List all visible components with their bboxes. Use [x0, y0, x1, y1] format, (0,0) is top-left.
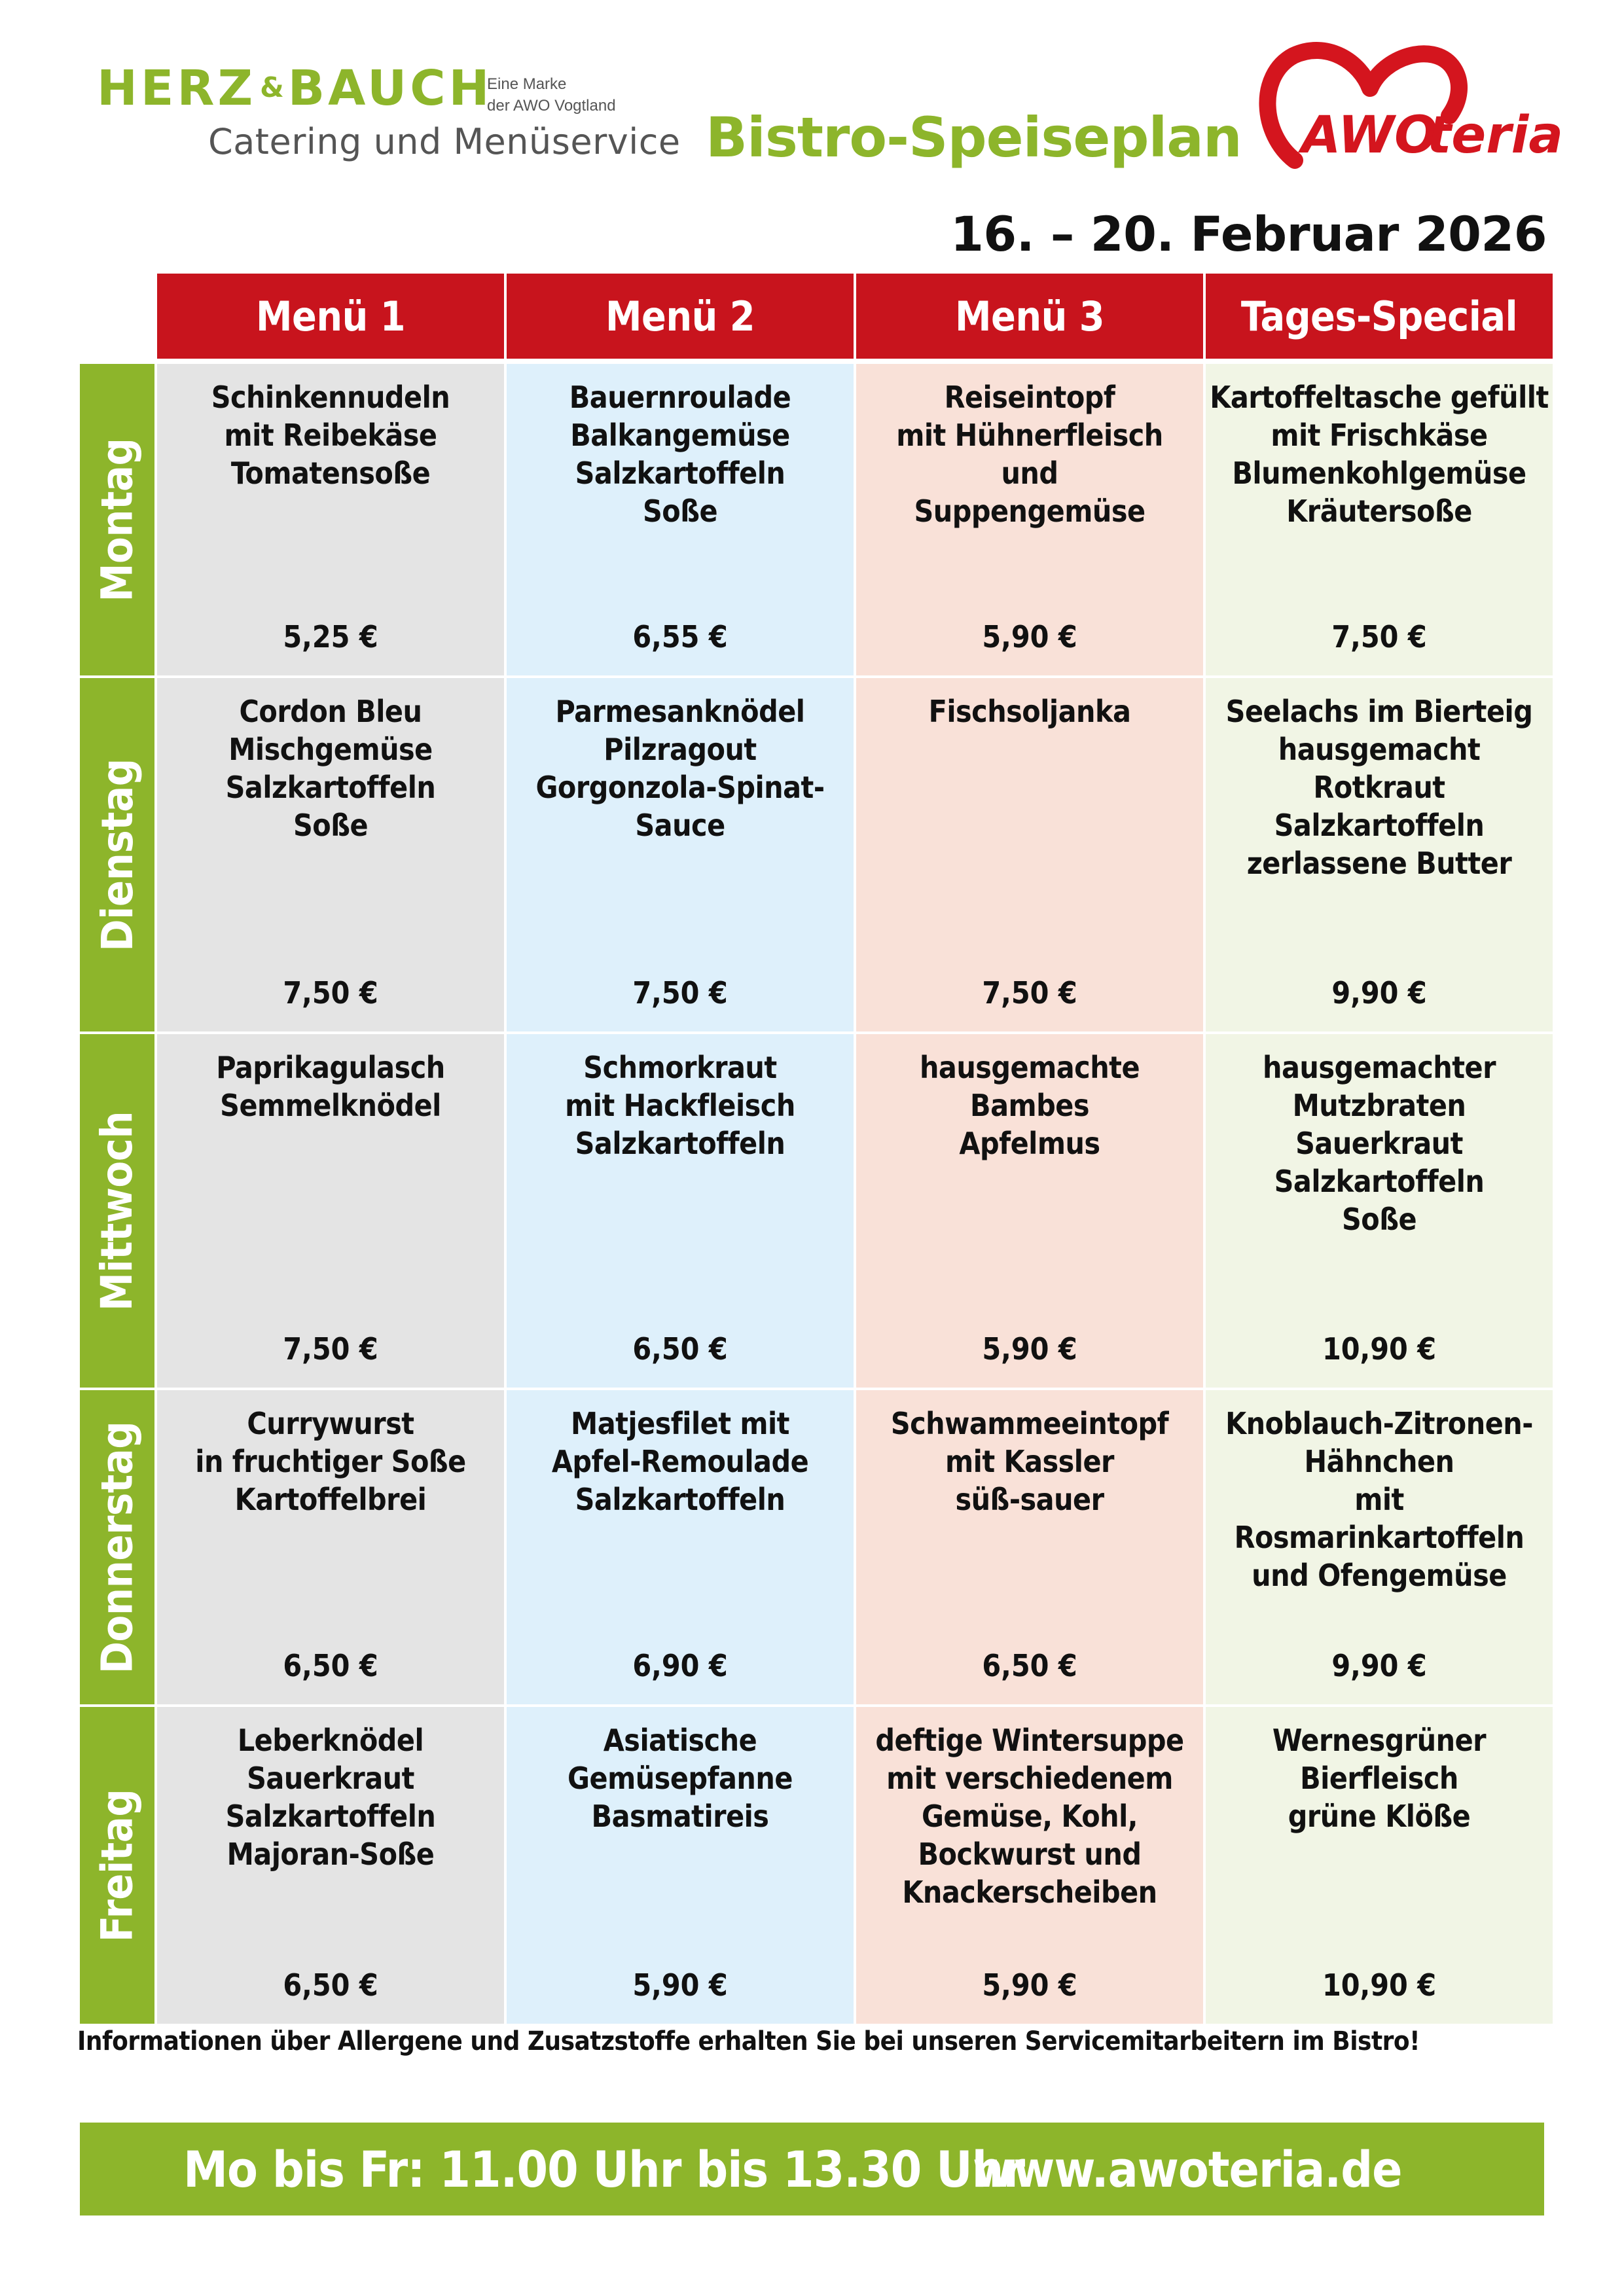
day-label-montag — [80, 364, 154, 675]
menu-cell — [507, 364, 854, 675]
brand-tagline-line1: Eine Marke — [487, 75, 567, 93]
dish-price: 7,50 € — [283, 1331, 378, 1367]
dish-price: 6,90 € — [632, 1648, 728, 1683]
dish-description: Knoblauch-Zitronen- Hähnchen mit Rosmarinkartoffeln und Ofengemüse — [1225, 1406, 1533, 1593]
dish-description: Parmesanknödel Pilzragout Gorgonzola-Spinat- Sauce — [535, 694, 825, 843]
dish-description: Paprikagulasch Semmelknödel — [216, 1050, 445, 1123]
dish-price: 6,50 € — [283, 1967, 378, 2003]
website-link[interactable]: www.awoteria.de — [973, 2140, 1402, 2198]
dish-description: Fischsoljanka — [928, 694, 1131, 729]
dish-description: Cordon Bleu Mischgemüse Salzkartoffeln Soße — [225, 694, 436, 843]
dish-price: 10,90 € — [1322, 1967, 1437, 2003]
day-name: Mittwoch — [92, 1111, 143, 1311]
dish-price: 9,90 € — [1331, 1648, 1427, 1683]
menu-cell — [856, 1390, 1203, 1704]
day-name: Dienstag — [92, 758, 143, 952]
dish-description: Currywurst in fruchtiger Soße Kartoffelbrei — [195, 1406, 466, 1517]
day-label-donnerstag — [80, 1390, 154, 1704]
column-header-menu-1: Menü 1 — [157, 274, 504, 359]
dish-description: Schinkennudeln mit Reibekäse Tomatensoße — [211, 380, 450, 491]
menu-cell — [856, 678, 1203, 1031]
dish-description: Schwammeeintopf mit Kassler süß-sauer — [890, 1406, 1169, 1517]
column-header-menu-2: Menü 2 — [507, 274, 854, 359]
menu-cell — [157, 1707, 504, 2024]
menu-cell — [1206, 1390, 1553, 1704]
menu-cell — [157, 678, 504, 1031]
menu-cell — [157, 364, 504, 675]
brand-name-bauch: BAUCH — [287, 60, 493, 117]
dish-price: 10,90 € — [1322, 1331, 1437, 1367]
dish-price: 5,90 € — [632, 1967, 728, 2003]
menu-cell — [507, 1034, 854, 1388]
date-range: 16. – 20. Februar 2026 — [950, 207, 1547, 262]
brand-ampersand: & — [260, 71, 284, 103]
column-header-menu-3: Menü 3 — [856, 274, 1203, 359]
dish-price: 5,90 € — [982, 1967, 1077, 2003]
dish-description: hausgemachte Bambes Apfelmus — [919, 1050, 1140, 1161]
awoteria-logo — [1255, 36, 1563, 180]
day-label-freitag — [80, 1707, 154, 2024]
brand-logo-herz-bauch — [97, 60, 493, 117]
dish-description: Seelachs im Bierteig hausgemacht Rotkraut Salzkartoffeln zerlassene Butter — [1225, 694, 1533, 881]
menu-cell — [507, 1707, 854, 2024]
day-name: Montag — [92, 437, 143, 602]
column-header-tages-special: Tages-Special — [1206, 274, 1553, 359]
dish-price: 5,25 € — [283, 619, 378, 655]
opening-hours: Mo bis Fr: 11.00 Uhr bis 13.30 Uhr — [183, 2140, 1025, 2198]
dish-price: 7,50 € — [283, 975, 378, 1011]
dish-price: 6,50 € — [283, 1648, 378, 1683]
brand-name-herz: HERZ — [97, 60, 257, 117]
dish-price: 6,55 € — [632, 619, 728, 655]
menu-cell — [1206, 1034, 1553, 1388]
dish-price: 6,50 € — [982, 1648, 1077, 1683]
day-name: Donnerstag — [92, 1421, 143, 1674]
dish-description: Reiseintopf mit Hühnerfleisch und Suppengemüse — [896, 380, 1163, 529]
menu-cell — [1206, 1707, 1553, 2024]
logo-teria-text: teria — [1427, 106, 1563, 165]
dish-price: 6,50 € — [632, 1331, 728, 1367]
dish-price: 9,90 € — [1331, 975, 1427, 1011]
dish-price: 5,90 € — [982, 1331, 1077, 1367]
dish-description: Asiatische Gemüsepfanne Basmatireis — [568, 1723, 793, 1834]
menu-cell — [507, 1390, 854, 1704]
menu-cell — [157, 1390, 504, 1704]
dish-description: Wernesgrüner Bierfleisch grüne Klöße — [1272, 1723, 1487, 1834]
menu-cell — [157, 1034, 504, 1388]
menu-cell — [1206, 678, 1553, 1031]
brand-subtitle: Catering und Menüservice — [208, 121, 681, 162]
dish-price: 5,90 € — [982, 619, 1077, 655]
allergen-note: Informationen über Allergene und Zusatzstoffe erhalten Sie bei unseren Servicemitarbeitern im Bistro! — [77, 2026, 1420, 2056]
menu-cell — [507, 678, 854, 1031]
day-label-dienstag — [80, 678, 154, 1031]
brand-tagline-line2: der AWO Vogtland — [487, 97, 616, 115]
day-name: Freitag — [92, 1789, 143, 1942]
dish-price: 7,50 € — [982, 975, 1077, 1011]
dish-description: Matjesfilet mit Apfel-Remoulade Salzkartoffeln — [551, 1406, 809, 1517]
dish-description: Schmorkraut mit Hackfleisch Salzkartoffeln — [565, 1050, 795, 1161]
dish-description: deftige Wintersuppe mit verschiedenem Gemüse, Kohl, Bockwurst und Knackerscheiben — [875, 1723, 1184, 1910]
dish-description: Bauernroulade Balkangemüse Salzkartoffeln Soße — [569, 380, 791, 529]
dish-description: Kartoffeltasche gefüllt mit Frischkäse Blumenkohlgemüse Kräutersoße — [1210, 380, 1549, 529]
menu-cell — [856, 364, 1203, 675]
dish-price: 7,50 € — [632, 975, 728, 1011]
dish-price: 7,50 € — [1331, 619, 1427, 655]
footer-bar — [80, 2123, 1544, 2215]
menu-cell — [856, 1034, 1203, 1388]
dish-description: Leberknödel Sauerkraut Salzkartoffeln Majoran-Soße — [225, 1723, 436, 1872]
brand-tagline — [487, 73, 657, 117]
day-label-mittwoch — [80, 1034, 154, 1388]
menu-cell — [1206, 364, 1553, 675]
menu-cell — [856, 1707, 1203, 2024]
page-title: Bistro-Speiseplan — [706, 105, 1242, 170]
logo-awo-text: AWO — [1301, 106, 1438, 165]
dish-description: hausgemachter Mutzbraten Sauerkraut Salzkartoffeln Soße — [1262, 1050, 1496, 1237]
